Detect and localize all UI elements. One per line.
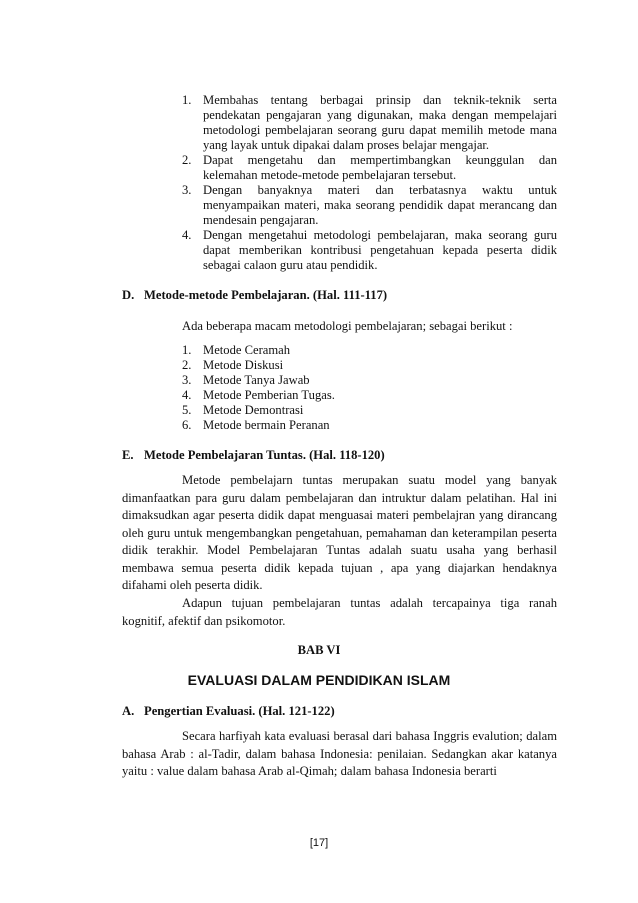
- list-text: Membahas tentang berbagai prinsip dan teknik-teknik serta pendekatan pengajaran yang digunakan, maka dengan mempelajari metodologi pembelajaran seorang guru dapat memilih metode mana yang layak untuk dipakai dalam proses belajar mengajar.: [203, 93, 557, 152]
- list-number: 3.: [182, 183, 192, 197]
- list-text: Dengan mengetahui metodologi pembelajaran, maka seorang guru dapat memberikan kontribusi pengetahuan kepada peserta didik sebagai calaon guru atau pendidik.: [203, 228, 557, 272]
- list-item: [182, 93, 557, 153]
- list-text: Metode Tanya Jawab: [203, 373, 310, 387]
- section-title: Pengertian Evaluasi. (Hal. 121-122): [144, 704, 335, 718]
- list-text: Metode Pemberian Tugas.: [203, 388, 335, 402]
- list-item: [182, 343, 557, 358]
- section-d-heading: [122, 288, 387, 303]
- section-letter: A.: [122, 704, 135, 718]
- list-number: 3.: [182, 373, 192, 387]
- section-e-paragraph-1: Metode pembelajarn tuntas merupakan suatu model yang banyak dimanfaatkan para guru dalam pembelajaran dan intruktur dalam pelatihan. Hal ini dimaksudkan agar peserta didik dapat menguasai materi pembelajran yang dirancang oleh guru untuk mengembangkan pengetahuan, pemahaman dan keterampilan peserta didik terakhir. Model Pembelajaran Tuntas adalah suatu usaha yang berhasil membawa semua peserta didik kepada tujuan , apa yang diajarkan hendaknya difahami oleh peserta didik.: [122, 473, 557, 592]
- page-number: [17]: [309, 837, 329, 849]
- list-number: 4.: [182, 228, 192, 242]
- list-item: [182, 418, 557, 433]
- list-item: [182, 373, 557, 388]
- list-item: [182, 388, 557, 403]
- list-text: Metode Ceramah: [203, 343, 291, 357]
- section-a-paragraph-1: Secara harfiyah kata evaluasi berasal dari bahasa Inggris evalution; dalam bahasa Arab : al-Tadir, dalam bahasa Indonesia: penilaian. Sedangkan akar katanya yaitu : value dalam bahasa Arab al-Qimah; dalam bahasa Indonesia berarti: [122, 729, 557, 778]
- section-letter: D.: [122, 288, 135, 302]
- section-title: Metode Pembelajaran Tuntas. (Hal. 118-120): [144, 448, 385, 462]
- benefit-list: [182, 93, 557, 273]
- list-text: Dengan banyaknya materi dan terbatasnya waktu untuk menyampaikan materi, maka seorang pendidik dapat merancang dan mendesain pengajaran.: [203, 183, 557, 227]
- section-d-intro: Ada beberapa macam metodologi pembelajaran; sebagai berikut :: [182, 319, 513, 333]
- list-number: 1.: [182, 93, 192, 107]
- list-text: Dapat mengetahu dan mempertimbangkan keunggulan dan kelemahan metode-metode pembelajaran tersebut.: [203, 153, 557, 182]
- section-e-heading: [122, 448, 385, 463]
- section-letter: E.: [122, 448, 134, 462]
- list-item: [182, 183, 557, 228]
- section-title: Metode-metode Pembelajaran. (Hal. 111-117): [144, 288, 388, 302]
- list-item: [182, 358, 557, 373]
- list-number: 5.: [182, 403, 192, 417]
- list-text: Metode bermain Peranan: [203, 418, 330, 432]
- list-number: 1.: [182, 343, 192, 357]
- method-list: [182, 343, 557, 433]
- list-number: 2.: [182, 358, 192, 372]
- chapter-title: EVALUASI DALAM PENDIDIKAN ISLAM: [187, 672, 451, 688]
- list-item: [182, 228, 557, 273]
- list-item: [182, 153, 557, 183]
- list-number: 4.: [182, 388, 192, 402]
- section-a-heading: [122, 704, 335, 719]
- list-item: [182, 403, 557, 418]
- list-text: Metode Demontrasi: [203, 403, 304, 417]
- list-text: Metode Diskusi: [203, 358, 284, 372]
- section-e-paragraph-2: Adapun tujuan pembelajaran tuntas adalah tercapainya tiga ranah kognitif, afektif dan psikomotor.: [122, 596, 557, 628]
- list-number: 6.: [182, 418, 192, 432]
- chapter-number: BAB VI: [297, 643, 341, 657]
- list-number: 2.: [182, 153, 192, 167]
